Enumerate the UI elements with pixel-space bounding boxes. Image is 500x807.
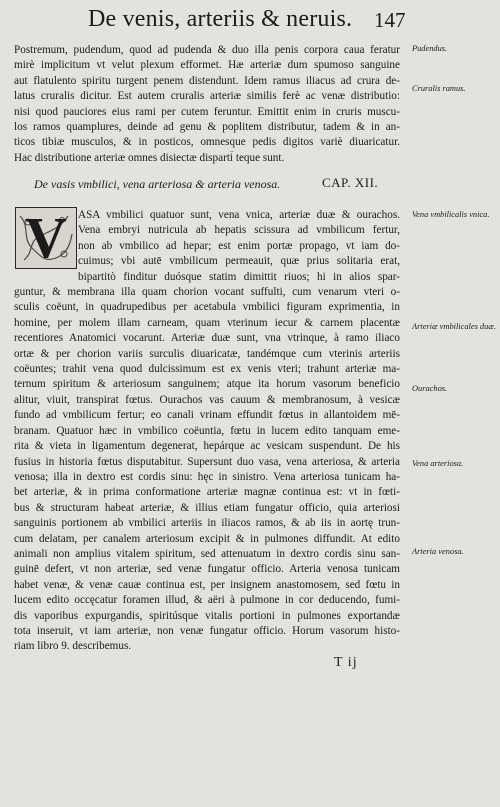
margin-note: Arteriæ vmbilicales duæ. [412,322,496,331]
text-line: guinē defert, vt non arteriæ, sed venæ fungatur officio. Arteria venosa tunicam [14,563,400,576]
text-line: fusius in historia fœtus disputabitur. Supersunt duo vasa, vena arteriosa, & arteria [14,455,400,468]
text-line: Postremum, pudendum, quod ad pudenda & duo illa penis corpora caua feratur [14,44,400,56]
text-line: nisi quod pauciores eius rami per cutem feruntur. Emittit enim in cruris muscu- [14,105,400,118]
text-line: aut flatulento spiritu turgent penem distendunt. Idem ramus iliacus ad crura de- [14,74,400,87]
text-line: bet arteriæ, & in prima conformatione arteriæ magnæ continua est: vt in fœti- [14,486,400,499]
text-line: sanguinis portionem ab vmbilici arteriis in iliacos ramos, & ab iis in aortę trun- [14,517,400,530]
margin-note: Vena arteriosa. [412,459,464,468]
text-line: Vena embryi nutricula ab hepatis scissura ad vmbilicum fertur, [78,224,400,237]
chapter-number: CAP. XII. [322,175,379,190]
text-line: bipartitò finditur duósque statim dimittit riuos; hi in alios spar- [78,270,400,283]
text-line: Hac distributione arteriæ omnes disiectæ disparti̋ teque sunt. [14,151,285,164]
text-line: fundo ad vmbilicum fertur; eo canali vrinam effundit fœtus in allantoidem mē- [14,409,400,422]
running-head: De venis, arteriis & neruis. [88,6,353,32]
text-line: los ramos quamplures, deinde ad genu & poplitem distributur, tadem & in an- [14,121,400,134]
text-line: rita & vieta in ligamentum degenerat, hepárque ac vesicam suspendunt. De his [14,440,400,453]
text-line: dis vaporibus expurgandis, spiritúsque vitalis portioni in pulmones exportandæ [14,609,400,622]
page-number: 147 [374,8,406,32]
text-line: bus & structuram habeat arteriæ, & illius etiam fungatur officio, quia arteriosi [14,501,400,514]
text-line: lucem edito occęcatur foramen illud, & aëri à pulmone in cor deducendo, fumi- [14,594,400,607]
text-line: alitur, viuit, transpirat fœtus. Ourachos vas cauum & membranosum, à vesicæ [14,393,400,406]
margin-note: Arteria venosa. [412,547,464,556]
margin-note: Cruralis ramus. [412,84,466,93]
text-line: ASA vmbilici quatuor sunt, vena vnica, arteriæ duæ & ourachos. [78,209,400,221]
text-line: non ab vmbilico ad hepar; est enim portæ propago, vt iam do- [78,239,400,252]
text-line: venosa; illa in dextro est cordis sinu: hęc in sinistro. Vena arteriosa tunicam ha- [14,470,400,483]
text-line: recentiores Anatomici vocarunt. Arteriæ duæ sunt, vna vtrinque, à ramo iliaco [14,332,400,345]
initial-letter: V [25,205,67,270]
text-line: sculis coëunt, in quadrupedibus per acetabula vmbilici figuram exprimentia, in [14,301,400,314]
chapter-title: De vasis vmbilici, vena arteriosa & arteria venosa. [34,177,281,191]
text-line: ticos tibiæ musculos, & in posticos, omnesque pedis digitos variè diuaricatur. [14,136,400,149]
text-line: tota inseruit, vt iam arteriæ, non venæ fungatur officio. Horum vasorum histo- [14,624,400,637]
margin-note: Ourachos. [412,384,448,393]
text-line: latus cruralis dicitur. Est autem cruralis arteriæ similis ferè ac venæ distributio: [14,90,400,103]
text-line: ternum spiritum & arteriosum sanguinem; atque ita horum vasorum beneficio [14,378,400,391]
text-line: cuimus; vbi autē vmbilicum permeauit, quæ prius solitaria erat, [78,255,400,268]
signature-mark: T ij [334,655,358,670]
text-line: branam. Quatuor hæc in vmbilico coëuntia, fœtu in lucem edito tanquam eme- [14,424,400,437]
text-line: homine, per molem illam carneam, quam vterinum iecur & carnem placentæ [14,316,400,329]
margin-note: Pudendus. [412,44,448,53]
margin-note: Vena vmbilicalis vnica. [412,210,490,219]
text-line: coëuntes; trahit vena quod dulcissimum est ex venis vteri; trahunt arteriæ ma- [14,363,400,376]
text-line: habet venæ, & venæ cauæ continua est, per insignem anastomosem, sed fœtu in [14,578,400,591]
text-line: animali non amplius vitalem spiritum, sed attenuatum in dextro cordis sinu san- [14,547,400,560]
text-line: cum delatam, per canalem arteriosum excipit & in pulmones diffundit. At edito [14,532,400,545]
text-line: guntur, & membrana illa quam chorion vocant suffulti, cum venarum vteri o- [14,286,400,299]
text-line: mirè implicitum vt velut plexum efformet. Hæ arteriæ dum spumoso sanguine [14,59,400,72]
text-line: ortæ & per chorion variis surculis diuaricatæ, tandémque cum vterinis arteriis [14,347,400,360]
paragraph-1 [14,43,400,166]
paragraph-2 [14,205,400,655]
text-line: riam libro 9. describemus. [14,640,132,653]
